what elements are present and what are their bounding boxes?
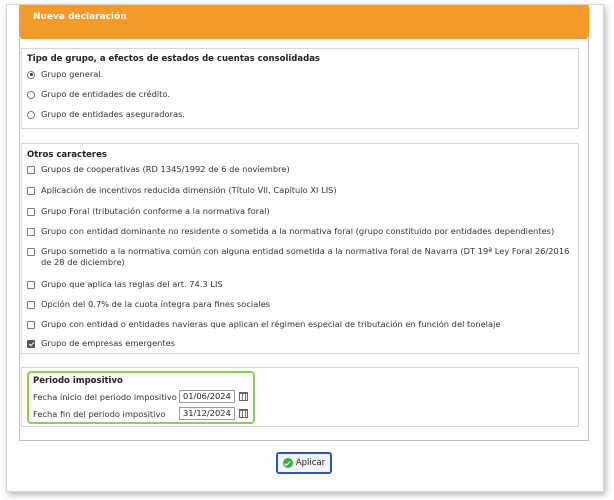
checkbox[interactable] bbox=[27, 166, 35, 174]
calendar-icon[interactable] bbox=[239, 409, 248, 418]
radio-grupo-aseguradoras[interactable] bbox=[27, 109, 185, 120]
checkbox-label: Grupo que aplica las reglas del art. 74.3 LIS bbox=[41, 279, 223, 289]
radio-button[interactable] bbox=[27, 91, 35, 99]
checkbox-label: Grupos de cooperativas (RD 1345/1992 de 6 de noviembre) bbox=[41, 164, 290, 174]
radio-label: Grupo de entidades aseguradoras. bbox=[41, 109, 186, 119]
checkbox-empresas-emergentes[interactable] bbox=[27, 338, 175, 349]
checkbox[interactable] bbox=[27, 301, 35, 309]
checkbox[interactable] bbox=[27, 281, 35, 289]
fecha-inicio-input[interactable]: 01/06/2024 bbox=[179, 390, 235, 403]
tipo-grupo-title: Tipo de grupo, a efectos de estados de cuentas consolidadas bbox=[27, 54, 320, 64]
checkbox-label: Grupo con entidad o entidades navieras que aplican el régimen especial de tributación en función del tonelaje bbox=[41, 319, 501, 329]
fecha-fin-label: Fecha fin del periodo impositivo bbox=[33, 408, 166, 419]
apply-button[interactable] bbox=[276, 452, 332, 474]
checkbox[interactable] bbox=[27, 208, 35, 216]
otros-caracteres-title: Otros caracteres bbox=[27, 150, 107, 160]
checkbox[interactable] bbox=[27, 187, 35, 195]
radio-grupo-general[interactable] bbox=[27, 69, 103, 80]
apply-button-label: Aplicar bbox=[295, 458, 326, 468]
dialog-titlebar bbox=[19, 5, 589, 39]
otros-caracteres-section bbox=[21, 143, 579, 354]
calendar-icon[interactable] bbox=[239, 392, 248, 401]
fecha-fin-input[interactable]: 31/12/2024 bbox=[179, 407, 235, 420]
checkbox-navarra[interactable] bbox=[27, 246, 573, 268]
radio-label: Grupo general. bbox=[41, 69, 104, 79]
checkbox-dominante-no-residente[interactable] bbox=[27, 226, 575, 237]
checkbox-label: Grupo de empresas emergentes bbox=[41, 338, 176, 348]
checkbox-grupo-foral[interactable] bbox=[27, 206, 270, 217]
checkbox[interactable] bbox=[27, 321, 35, 329]
radio-grupo-credito[interactable] bbox=[27, 89, 170, 100]
radio-label: Grupo de entidades de crédito. bbox=[41, 89, 170, 99]
fecha-inicio-label: Fecha inicio del periodo impositivo bbox=[33, 391, 177, 402]
checkbox-cooperativas[interactable] bbox=[27, 164, 290, 175]
checkbox-label: Grupo sometido a la normativa común con alguna entidad sometida a la normativa foral de Navarra (DT 19ª Ley Foral 26/2016 de 28 de diciembre) bbox=[41, 246, 570, 267]
checkbox-fines-sociales[interactable] bbox=[27, 299, 270, 310]
checkbox[interactable] bbox=[27, 228, 35, 236]
checkbox-label: Grupo Foral (tributación conforme a la normativa foral) bbox=[41, 206, 270, 216]
periodo-title: Periodo impositivo bbox=[33, 376, 123, 386]
checkbox-label: Aplicación de incentivos reducida dimensión (Título VII, Capítulo XI LIS) bbox=[41, 185, 337, 195]
checkbox-navieras-tonelaje[interactable] bbox=[27, 319, 575, 330]
dialog-window bbox=[6, 4, 604, 492]
tipo-grupo-section bbox=[21, 48, 579, 129]
checkbox-label: Grupo con entidad dominante no residente o sometida a la normativa foral (grupo constituido por entidades dependientes) bbox=[41, 226, 555, 236]
checkbox-art-74-3[interactable] bbox=[27, 279, 223, 290]
periodo-impositivo-section bbox=[27, 371, 255, 424]
check-circle-icon bbox=[283, 458, 293, 468]
checkbox[interactable] bbox=[27, 248, 35, 256]
radio-button[interactable] bbox=[27, 111, 35, 119]
fecha-inicio-row bbox=[33, 390, 248, 403]
radio-button-checked[interactable] bbox=[27, 71, 35, 79]
checkbox-reducida-dimension[interactable] bbox=[27, 185, 337, 196]
fecha-fin-row bbox=[33, 407, 248, 420]
checkbox-label: Opción del 0.7% de la cuota íntegra para fines sociales bbox=[41, 299, 271, 309]
dialog-title: Nueva declaración bbox=[33, 12, 127, 22]
checkbox-checked[interactable] bbox=[27, 340, 35, 348]
